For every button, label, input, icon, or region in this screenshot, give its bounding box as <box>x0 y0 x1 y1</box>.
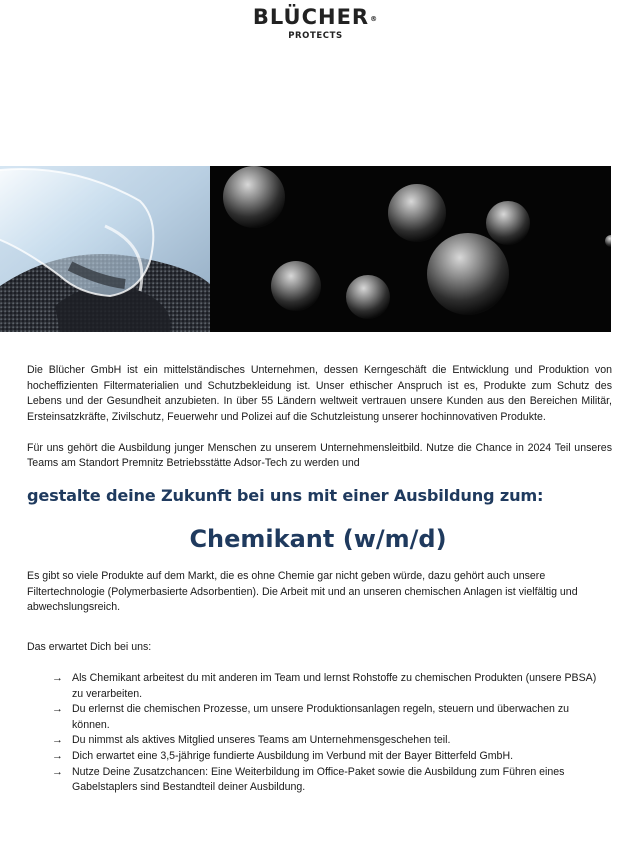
expect-heading: Das erwartet Dich bei uns: <box>27 641 152 653</box>
job-description: Es gibt so viele Produkte auf dem Markt, die es ohne Chemie gar nicht geben würde, dazu gehört auch unsere Filtertechnologie (Polymerbasierte Adsorbentien). Die Arbeit mit und an unseren chemischen Anlagen ist vielfältig und abwechslungsreich. <box>27 570 578 614</box>
list-item <box>52 702 602 733</box>
header-banner-image <box>0 166 611 332</box>
expect-list <box>52 671 602 796</box>
list-item-text: Als Chemikant arbeitest du mit anderen im Team und lernst Rohstoffe zu chemischen Produkten (unsere PBSA) zu verarbeiten. <box>72 672 597 700</box>
registered-mark: ® <box>370 15 379 23</box>
company-logo <box>0 6 631 41</box>
banner-illustration <box>0 166 611 332</box>
list-item <box>52 765 602 796</box>
company-introduction <box>27 363 612 488</box>
arrow-right-icon: → <box>52 734 63 747</box>
intro-paragraph-2: Für uns gehört die Ausbildung junger Menschen zu unserem Unternehmensleitbild. Nutze die Chance in 2024 Teil unseres Teams am Standort Premnitz Betriebsstätte Adsor-Tech zu werden und <box>27 441 612 470</box>
arrow-right-icon: → <box>52 749 63 762</box>
job-title: Chemikant (w/m/d) <box>189 525 447 553</box>
list-item-text: Du nimmst als aktives Mitglied unseres Teams am Unternehmensgeschehen teil. <box>72 734 451 747</box>
headline: gestalte deine Zukunft bei uns mit einer Ausbildung zum: <box>27 486 544 505</box>
logo-tagline: PROTECTS <box>288 31 343 41</box>
list-item-text: Dich erwartet eine 3,5-jährige fundierte Ausbildung im Verbund mit der Bayer Bitterfeld GmbH. <box>72 749 514 762</box>
arrow-right-icon: → <box>52 703 63 716</box>
intro-paragraph-1: Die Blücher GmbH ist ein mittelständisches Unternehmen, dessen Kerngeschäft die Entwicklung und Produktion von hocheffizienten Filtermaterialien und Schutzbekleidung ist. Unser ethischer Anspruch ist es, Produkte zum Schutz des Lebens und der Gesundheit anzubieten. In über 55 Ländern weltweit vertrauen unsere Kunden aus den Bereichen Militär, Ersteinsatzkräfte, Zivilschutz, Feuerwehr und Polizei auf die Schutzleistung unserer hochinnovativen Produkte. <box>27 364 612 423</box>
logo-name: BLÜCHER <box>252 5 370 29</box>
list-item <box>52 733 602 749</box>
list-item <box>52 749 602 765</box>
list-item <box>52 671 602 702</box>
list-item-text: Nutze Deine Zusatzchancen: Eine Weiterbildung im Office-Paket sowie die Ausbildung zum Führen eines Gabelstaplers sind Bestandteil deiner Ausbildung. <box>72 765 565 794</box>
list-item-text: Du erlernst die chemischen Prozesse, um unsere Produktionsanlagen regeln, steuern und überwachen zu können. <box>72 703 570 731</box>
arrow-right-icon: → <box>52 765 63 778</box>
arrow-right-icon: → <box>52 672 63 684</box>
